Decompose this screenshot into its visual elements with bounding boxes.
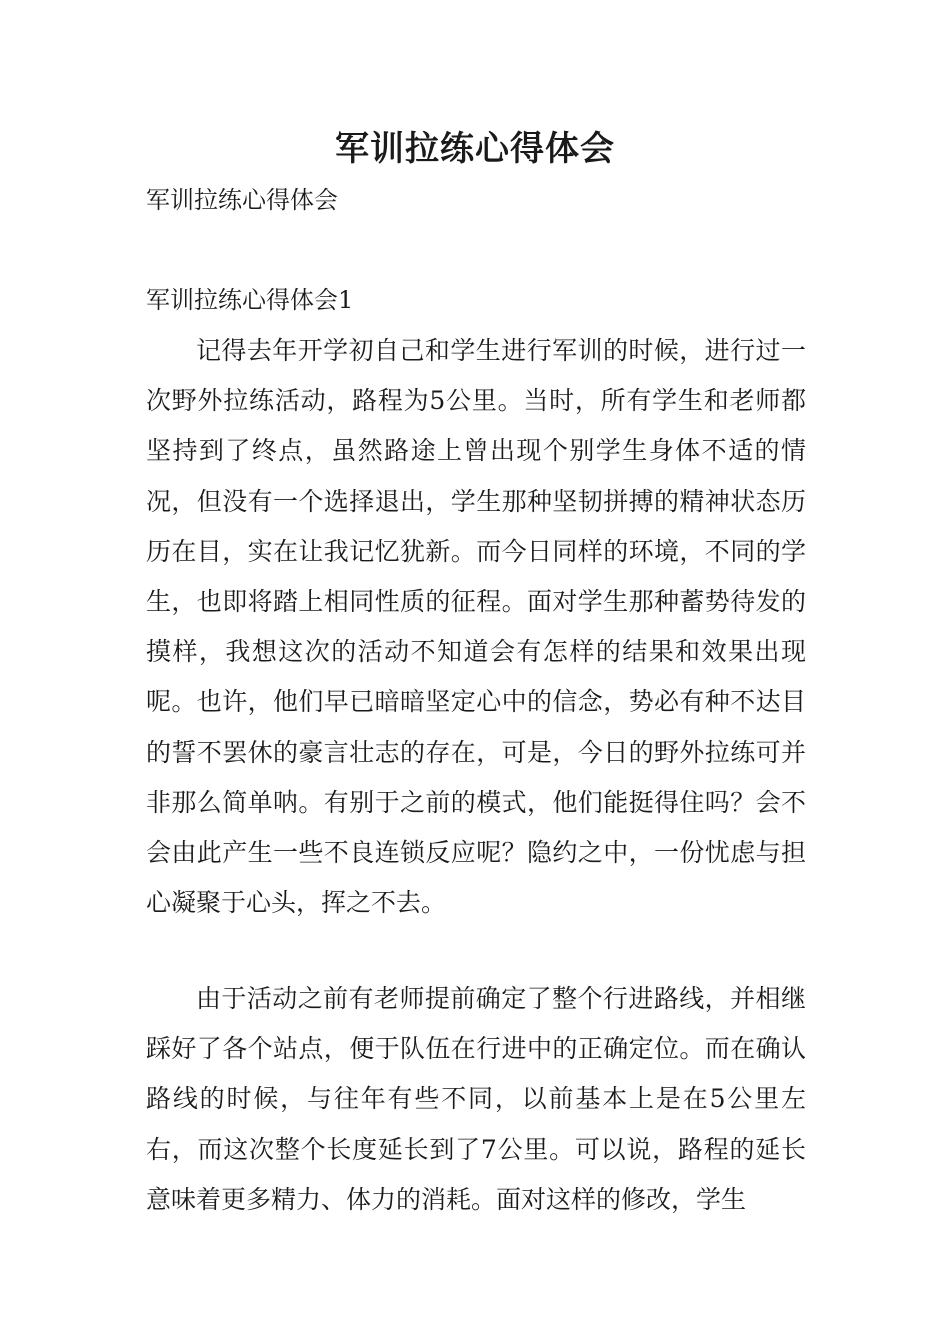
document-subtitle: 军训拉练心得体会 — [146, 186, 338, 214]
body-paragraph-2: 由于活动之前有老师提前确定了整个行进路线，并相继踩好了各个站点，便于队伍在行进中的正确定位。而在确认路线的时候，与往年有些不同，以前基本上是在5公里左右，而这次整个长度延长到了7公里。可以说，路程的延长意味着更多精力、体力的消耗。面对这样的修改，学生 — [146, 984, 806, 1214]
document-title: 军训拉练心得体会 — [335, 129, 615, 169]
section-heading: 军训拉练心得体会1 — [146, 286, 354, 314]
body-paragraph-1: 记得去年开学初自己和学生进行军训的时候，进行过一次野外拉练活动，路程为5公里。当时，所有学生和老师都坚持到了终点，虽然路途上曾出现个别学生身体不适的情况，但没有一个选择退出，学生那种坚韧拼搏的精神状态历历在目，实在让我记忆犹新。而今日同样的环境，不同的学生，也即将踏上相同性质的征程。面对学生那种蓄势待发的摸样，我想这次的活动不知道会有怎样的结果和效果出现呢。也许，他们早已暗暗坚定心中的信念，势必有种不达目的誓不罢休的豪言壮志的存在，可是，今日的野外拉练可并非那么简单呐。有别于之前的模式，他们能挺得住吗？会不会由此产生一些不良连锁反应呢？隐约之中，一份忧虑与担心凝聚于心头，挥之不去。 — [146, 336, 806, 918]
